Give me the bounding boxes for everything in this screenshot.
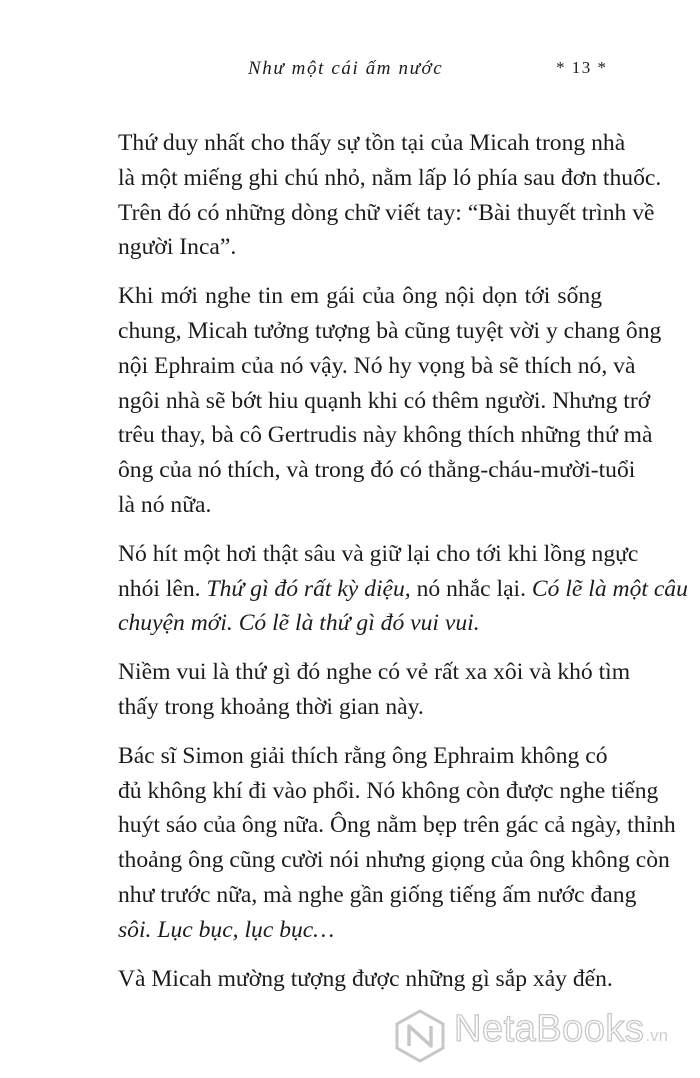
text-run: nhói lên. <box>118 575 207 602</box>
text-line: Khi mới nghe tin em gái của ông nội dọn tới sống <box>118 283 602 310</box>
paragraph-1 <box>118 126 662 265</box>
watermark-suffix: .vn <box>645 1026 669 1045</box>
text-line: ngôi nhà sẽ bớt hiu quạnh khi có thêm người. Nhưng trớ <box>118 387 651 414</box>
netabooks-logo-icon <box>392 1008 448 1064</box>
text-line: thoảng ông cũng cười nói nhưng giọng của ông không còn <box>118 847 670 874</box>
paragraph-4 <box>118 655 631 725</box>
text-line: Và Micah mường tượng được những gì sắp xảy đến. <box>118 965 613 992</box>
text-line: chung, Micah tưởng tượng bà cũng tuyệt vời y chang ông <box>118 317 662 344</box>
text-line: như trước nữa, mà nghe gần giống tiếng ấm nước đang <box>118 881 637 908</box>
text-line: nội Ephraim của nó vậy. Nó hy vọng bà sẽ thích nó, và <box>118 352 636 379</box>
watermark-brand <box>454 1008 668 1051</box>
text-line: thấy trong khoảng thời gian này. <box>118 693 424 720</box>
text-line: người Inca”. <box>118 234 237 261</box>
text-run: nó nhắc lại. <box>410 575 532 602</box>
text-line: là nó nữa. <box>118 491 212 518</box>
watermark-brand-name: NetaBooks <box>454 1008 645 1050</box>
text-line: là một miếng ghi chú nhỏ, nằm lấp ló phía sau đơn thuốc. <box>118 164 662 191</box>
paragraph-2 <box>118 279 662 523</box>
text-line: ông của nó thích, và trong đó có thằng-cháu-mười-tuổi <box>118 457 636 484</box>
text-line: trêu thay, bà cô Gertrudis này không thích những thứ mà <box>118 422 653 449</box>
paragraph-6 <box>118 962 613 997</box>
italic-line: chuyện mới. Có lẽ là thứ gì đó vui vui. <box>118 610 480 637</box>
watermark <box>392 1000 692 1070</box>
italic-run: Có lẽ là một câu <box>531 575 688 602</box>
text-line: Trên đó có những dòng chữ viết tay: “Bài thuyết trình về <box>118 199 655 226</box>
text-line: huýt sáo của ông nữa. Ông nằm bẹp trên gác cả ngày, thỉnh <box>118 812 676 839</box>
text-line: Thứ duy nhất cho thấy sự tồn tại của Micah trong nhà <box>118 130 626 156</box>
text-line: Niềm vui là thứ gì đó nghe có vẻ rất xa xôi và khó tìm <box>118 659 631 686</box>
paragraph-5 <box>118 739 676 948</box>
text-line: đủ không khí đi vào phổi. Nó không còn được nghe tiếng <box>118 777 659 804</box>
text-line: Nó hít một hơi thật sâu và giữ lại cho tới khi lồng ngực <box>118 540 639 567</box>
text-line-mixed <box>118 572 688 607</box>
body-text <box>118 126 688 1010</box>
page-number: * 13 * <box>556 58 608 77</box>
italic-line: sôi. Lục bục, lục bục… <box>118 916 335 943</box>
italic-run: Thứ gì đó rất kỳ diệu, <box>206 575 411 602</box>
text-line: Bác sĩ Simon giải thích rằng ông Ephraim không có <box>118 742 608 769</box>
running-title: Như một cái ấm nước <box>248 58 444 79</box>
paragraph-3 <box>118 537 688 641</box>
